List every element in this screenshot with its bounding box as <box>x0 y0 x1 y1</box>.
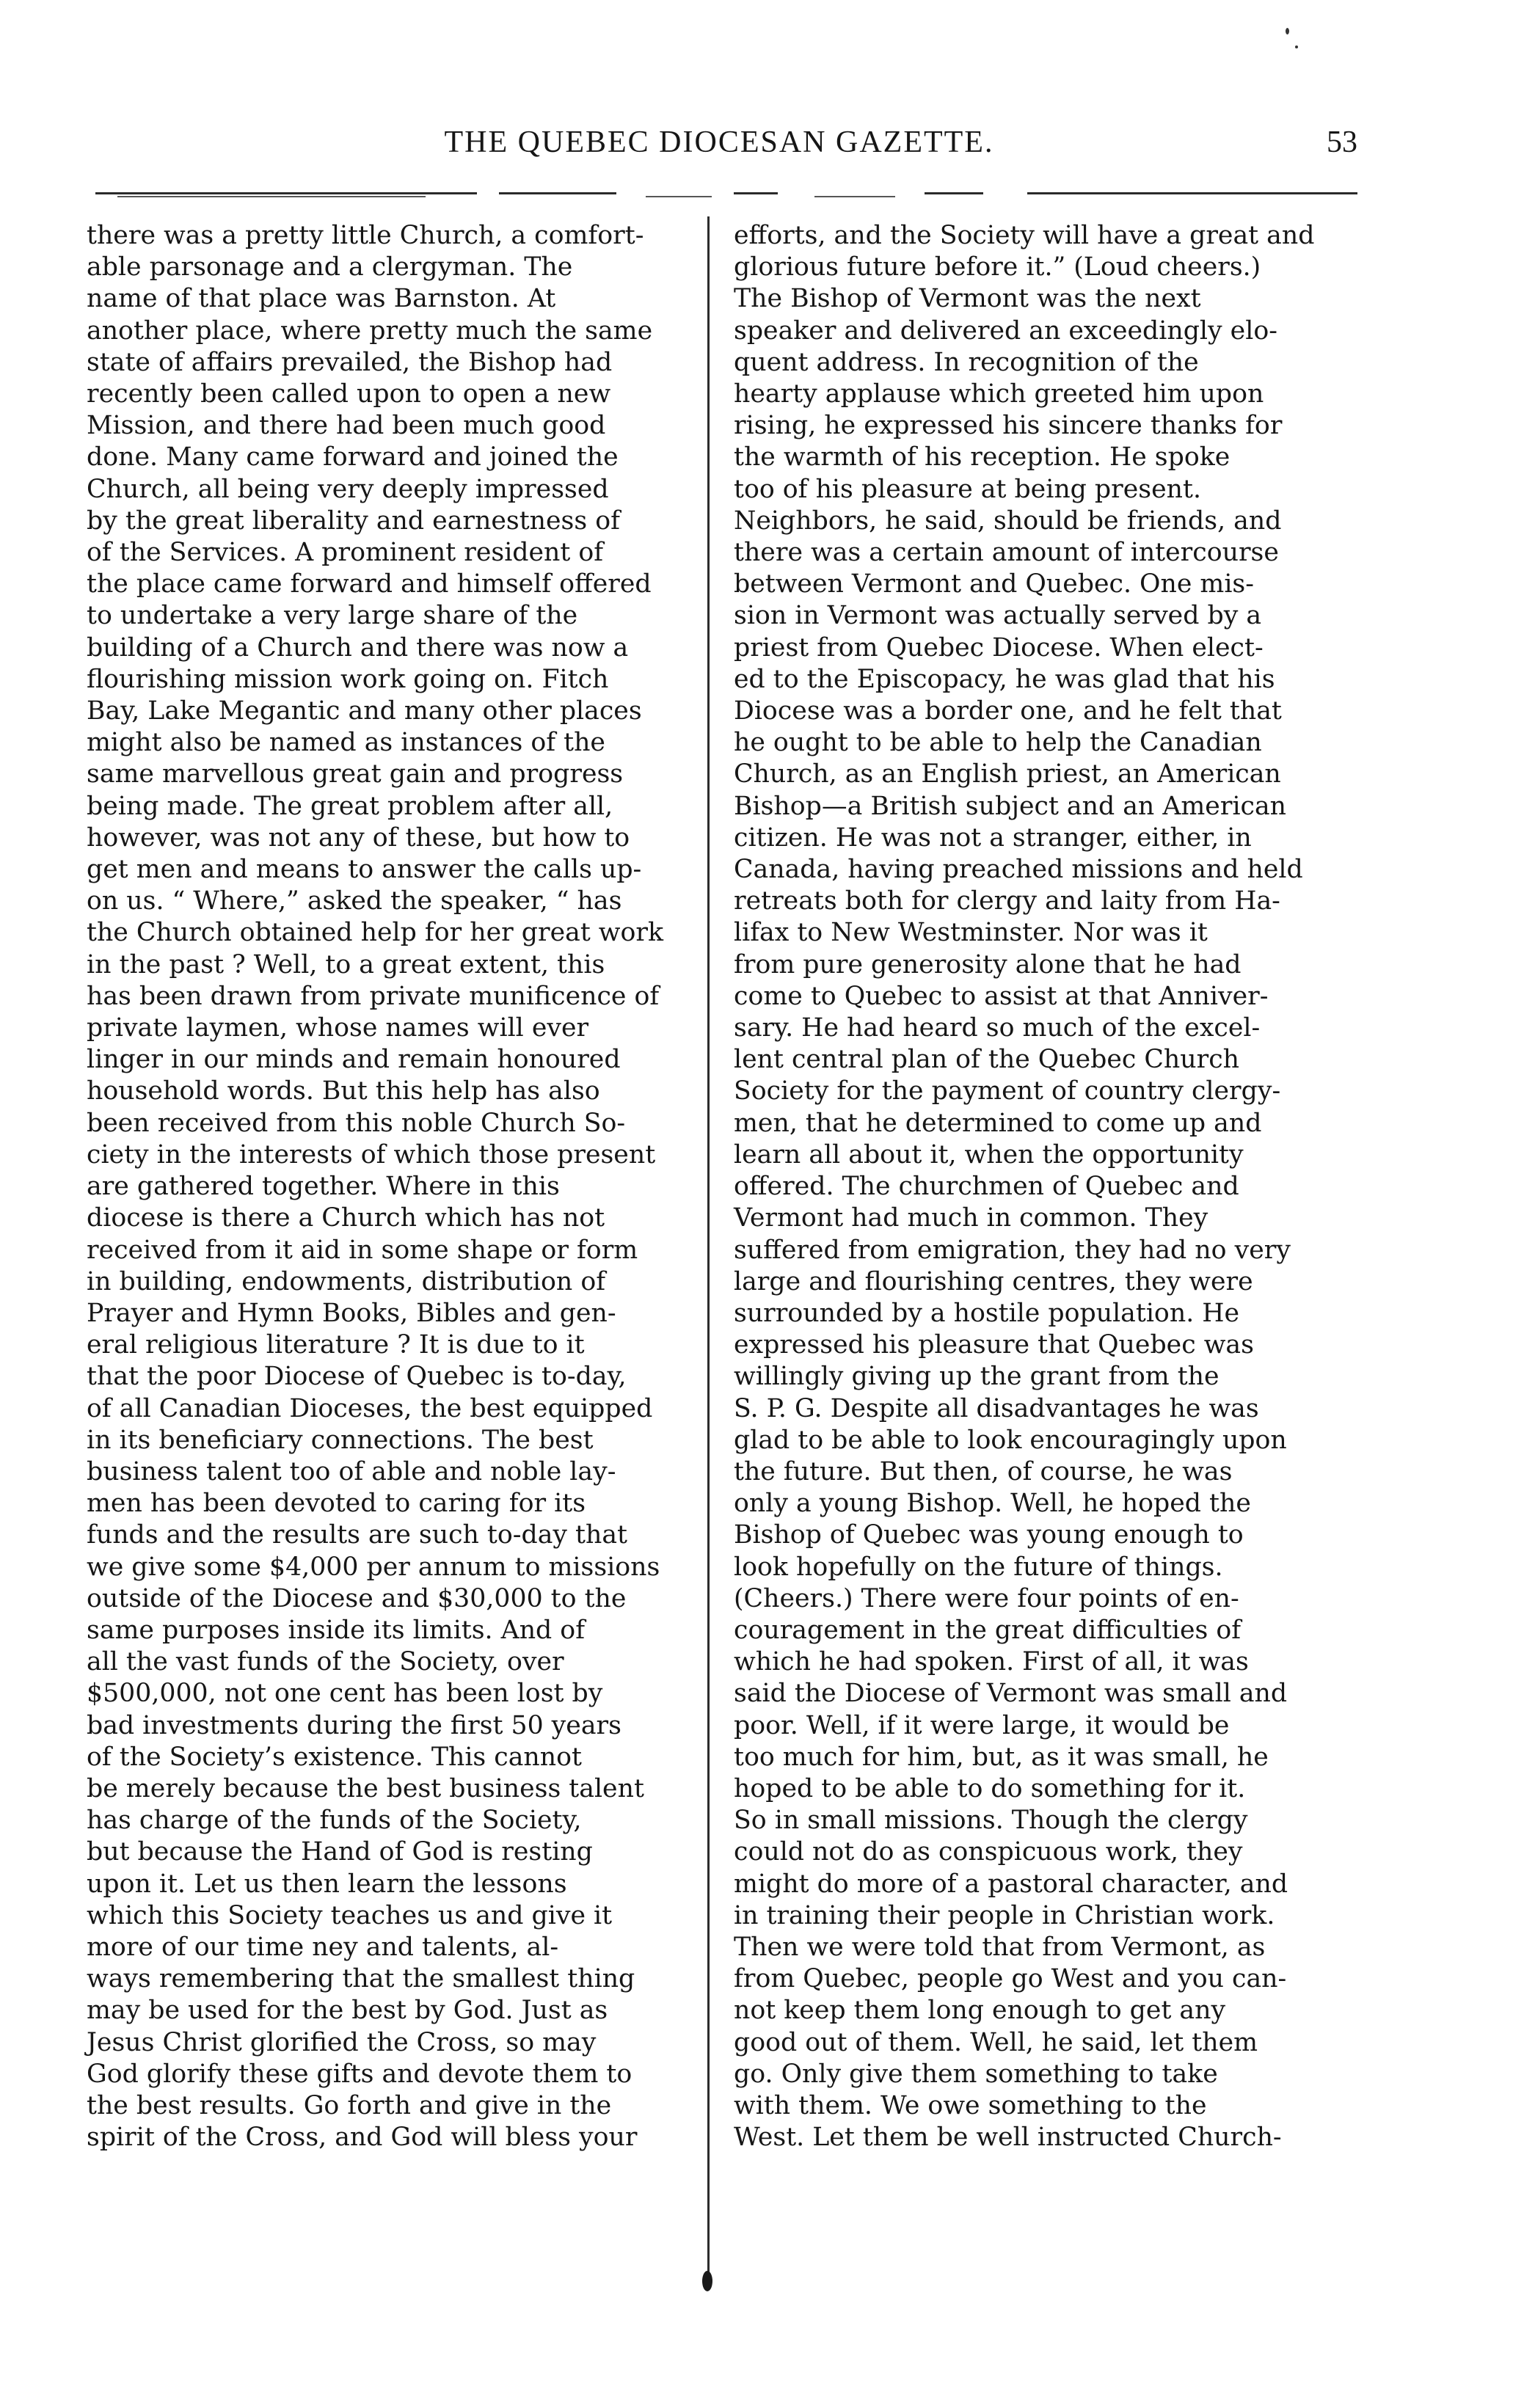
text-line: The Bishop of Vermont was the next <box>734 284 1201 314</box>
text-line: Society for the payment of country clergy- <box>734 1076 1281 1106</box>
text-line: Vermont had much in common. They <box>734 1203 1208 1233</box>
text-line: come to Quebec to assist at that Anniver- <box>734 981 1269 1011</box>
text-line: lifax to New Westminster. Nor was it <box>734 918 1208 948</box>
text-line: more of our time ney and talents, al- <box>87 1932 559 1962</box>
text-line: linger in our minds and remain honoured <box>87 1045 621 1075</box>
text-line: which he had spoken. First of all, it was <box>734 1647 1249 1677</box>
text-line: ways remembering that the smallest thing <box>87 1964 635 1994</box>
text-line: Canada, having preached missions and held <box>734 855 1303 885</box>
text-line: are gathered together. Where in this <box>87 1172 560 1202</box>
text-line: offered. The churchmen of Quebec and <box>734 1172 1239 1202</box>
text-line: be merely because the best business talent <box>87 1773 644 1803</box>
text-line: in training their people in Christian work. <box>734 1900 1275 1930</box>
text-line: there was a certain amount of intercourse <box>734 538 1279 568</box>
text-line: outside of the Diocese and $30,000 to the <box>87 1583 627 1613</box>
text-line: $500,000, not one cent has been lost by <box>87 1679 603 1709</box>
text-line: business talent too of able and noble lay- <box>87 1456 616 1486</box>
text-line: in the past ? Well, to a great extent, this <box>87 949 605 979</box>
text-line: able parsonage and a clergyman. The <box>87 252 573 282</box>
text-line: from pure generosity alone that he had <box>734 949 1242 979</box>
text-line: recently been called upon to open a new <box>87 379 611 409</box>
text-line: Church, as an English priest, an American <box>734 759 1281 789</box>
text-line: flourishing mission work going on. Fitch <box>87 664 609 694</box>
text-line: received from it aid in some shape or form <box>87 1235 638 1265</box>
text-line: being made. The great problem after all, <box>87 791 613 821</box>
divider-ornament <box>702 2271 712 2291</box>
text-line: the warmth of his reception. He spoke <box>734 442 1230 473</box>
text-line: expressed his pleasure that Quebec was <box>734 1330 1254 1360</box>
text-line: not keep them long enough to get any <box>734 1996 1226 2026</box>
text-line: glorious future before it.” (Loud cheers.) <box>734 252 1261 282</box>
text-line: suffered from emigration, they had no very <box>734 1235 1291 1265</box>
text-line: men has been devoted to caring for its <box>87 1489 586 1519</box>
page-header <box>95 125 1357 169</box>
header-rule <box>88 192 1365 198</box>
text-line: Jesus Christ glorified the Cross, so may <box>87 2027 597 2057</box>
text-line: Bishop—a British subject and an American <box>734 791 1287 821</box>
text-line: we give some $4,000 per annum to missions <box>87 1552 660 1582</box>
text-line: the best results. Go forth and give in the <box>87 2090 612 2120</box>
text-line: there was a pretty little Church, a comfort- <box>87 221 644 250</box>
column-right <box>734 220 1343 2153</box>
text-line: spirit of the Cross, and God will bless your <box>87 2123 638 2153</box>
text-line: done. Many came forward and joined the <box>87 442 619 473</box>
column-divider <box>707 216 710 2278</box>
text-line: of the Society’s existence. This cannot <box>87 1742 582 1772</box>
text-line: Bishop of Quebec was young enough to <box>734 1520 1244 1550</box>
text-line: same marvellous great gain and progress <box>87 759 624 789</box>
text-line: the future. But then, of course, he was <box>734 1456 1233 1486</box>
text-line: ed to the Episcopacy, he was glad that his <box>734 664 1275 694</box>
publication-title: THE QUEBEC DIOCESAN GAZETTE. <box>444 125 994 159</box>
text-line: from Quebec, people go West and you can- <box>734 1964 1287 1994</box>
text-line: willingly giving up the grant from the <box>734 1362 1219 1392</box>
text-line: ciety in the interests of which those present <box>87 1139 656 1170</box>
text-line: on us. “ Where,” asked the speaker, “ has <box>87 886 622 916</box>
text-line: efforts, and the Society will have a great and <box>734 221 1315 250</box>
text-line: look hopefully on the future of things. <box>734 1552 1223 1582</box>
text-line: by the great liberality and earnestness of <box>87 506 620 536</box>
text-line: to undertake a very large share of the <box>87 601 578 631</box>
text-line: surrounded by a hostile population. He <box>734 1298 1240 1328</box>
text-line: too much for him, but, as it was small, he <box>734 1742 1269 1772</box>
text-line: (Cheers.) There were four points of en- <box>734 1583 1239 1613</box>
column-left <box>87 220 696 2153</box>
text-line: has charge of the funds of the Society, <box>87 1806 582 1836</box>
text-line: Church, all being very deeply impressed <box>87 474 609 504</box>
text-line: but because the Hand of God is resting <box>87 1837 593 1867</box>
text-line: go. Only give them something to take <box>734 2059 1218 2089</box>
text-line: which this Society teaches us and give it <box>87 1900 613 1930</box>
text-line: of all Canadian Dioceses, the best equipped <box>87 1393 653 1423</box>
text-line: learn all about it, when the opportunity <box>734 1139 1244 1170</box>
text-line: Prayer and Hymn Books, Bibles and gen- <box>87 1298 616 1328</box>
text-line: private laymen, whose names will ever <box>87 1013 589 1043</box>
text-line: couragement in the great difficulties of <box>734 1615 1242 1645</box>
text-line: sary. He had heard so much of the excel- <box>734 1013 1261 1043</box>
text-line: upon it. Let us then learn the lessons <box>87 1869 567 1899</box>
text-line: Diocese was a border one, and he felt that <box>734 696 1282 726</box>
text-line: he ought to be able to help the Canadian <box>734 728 1262 758</box>
print-speck <box>1286 28 1289 34</box>
text-line: the place came forward and himself offered <box>87 569 652 599</box>
print-speck <box>1295 45 1298 48</box>
text-line: could not do as conspicuous work, they <box>734 1837 1243 1867</box>
text-line: good out of them. Well, he said, let them <box>734 2027 1258 2057</box>
text-line: God glorify these gifts and devote them to <box>87 2059 632 2089</box>
text-line: Neighbors, he said, should be friends, and <box>734 506 1282 536</box>
text-line: may be used for the best by God. Just as <box>87 1996 608 2026</box>
text-line: glad to be able to look encouragingly upon <box>734 1425 1287 1455</box>
text-line: hoped to be able to do something for it. <box>734 1773 1246 1803</box>
text-line: in building, endowments, distribution of <box>87 1266 606 1296</box>
text-line: state of affairs prevailed, the Bishop had <box>87 347 613 377</box>
text-line: between Vermont and Quebec. One mis- <box>734 569 1254 599</box>
text-line: building of a Church and there was now a <box>87 632 629 663</box>
text-line: all the vast funds of the Society, over <box>87 1647 564 1677</box>
text-line: poor. Well, if it were large, it would be <box>734 1710 1230 1740</box>
text-line: citizen. He was not a stranger, either, in <box>734 822 1252 853</box>
text-line: name of that place was Barnston. At <box>87 284 556 314</box>
text-line: eral religious literature ? It is due to it <box>87 1330 585 1360</box>
text-line: said the Diocese of Vermont was small and <box>734 1679 1288 1709</box>
text-line: S. P. G. Despite all disadvantages he was <box>734 1393 1259 1423</box>
text-line: only a young Bishop. Well, he hoped the <box>734 1489 1251 1519</box>
text-line: might do more of a pastoral character, and <box>734 1869 1288 1899</box>
text-line: funds and the results are such to-day that <box>87 1520 628 1550</box>
text-line: however, was not any of these, but how to <box>87 822 630 853</box>
text-line: large and flourishing centres, they were <box>734 1266 1253 1296</box>
text-line: might also be named as instances of the <box>87 728 605 758</box>
text-line: with them. We owe something to the <box>734 2090 1207 2120</box>
text-line: in its beneficiary connections. The best <box>87 1425 594 1455</box>
text-line: household words. But this help has also <box>87 1076 600 1106</box>
text-line: another place, where pretty much the same <box>87 315 653 346</box>
text-line: West. Let them be well instructed Church- <box>734 2123 1282 2153</box>
text-line: men, that he determined to come up and <box>734 1108 1262 1138</box>
text-line: of the Services. A prominent resident of <box>87 538 604 568</box>
text-line: been received from this noble Church So- <box>87 1108 626 1138</box>
text-line: Bay, Lake Megantic and many other places <box>87 696 642 726</box>
text-line: priest from Quebec Diocese. When elect- <box>734 632 1264 663</box>
text-line: the Church obtained help for her great work <box>87 918 664 948</box>
text-line: sion in Vermont was actually served by a <box>734 601 1262 631</box>
text-line: retreats both for clergy and laity from Ha- <box>734 886 1280 916</box>
text-line: quent address. In recognition of the <box>734 347 1199 377</box>
text-line: Then we were told that from Vermont, as <box>734 1932 1266 1962</box>
text-line: rising, he expressed his sincere thanks for <box>734 411 1283 441</box>
text-line: diocese is there a Church which has not <box>87 1203 605 1233</box>
text-line: same purposes inside its limits. And of <box>87 1615 586 1645</box>
text-line: Mission, and there had been much good <box>87 411 606 441</box>
text-line: bad investments during the first 50 years <box>87 1710 621 1740</box>
text-line: get men and means to answer the calls up- <box>87 855 642 885</box>
text-line: lent central plan of the Quebec Church <box>734 1045 1240 1075</box>
page-number: 53 <box>1327 125 1357 159</box>
text-line: So in small missions. Though the clergy <box>734 1806 1248 1836</box>
text-line: that the poor Diocese of Quebec is to-day, <box>87 1362 627 1392</box>
text-line: too of his pleasure at being present. <box>734 474 1201 504</box>
text-line: hearty applause which greeted him upon <box>734 379 1264 409</box>
text-line: has been drawn from private munificence of <box>87 981 660 1011</box>
text-line: speaker and delivered an exceedingly elo- <box>734 315 1277 346</box>
